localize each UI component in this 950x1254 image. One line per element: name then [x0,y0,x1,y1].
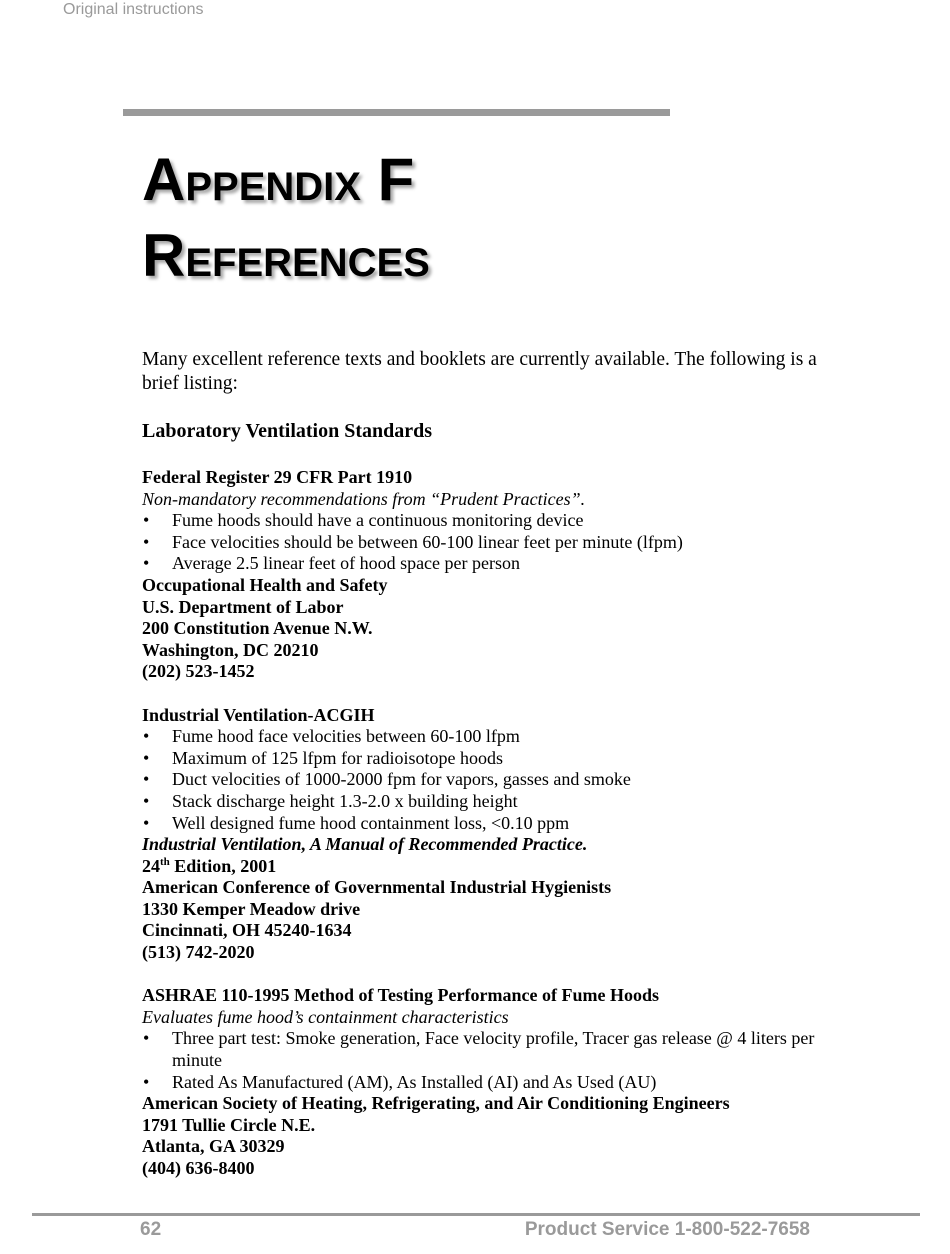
list-item: • Stack discharge height 1.3-2.0 x building height [142,791,822,813]
list-item: • Fume hood face velocities between 60-100 lfpm [142,726,822,748]
list-item: • Three part test: Smoke generation, Face velocity profile, Tracer gas release @ 4 liters per minute [142,1028,822,1071]
federal-bullets [142,510,822,575]
top-rule [123,109,670,116]
page-content [142,348,822,1180]
acgih-title: Industrial Ventilation-ACGIH [142,704,375,725]
federal-address-line: U.S. Department of Labor [142,596,344,617]
ashrae-address-line: Atlanta, GA 30329 [142,1136,285,1157]
ashrae-address-line: 1791 Tullie Circle N.E. [142,1114,316,1135]
acgih-edition [142,856,822,878]
list-item: • Fume hoods should have a continuous monitoring device [142,510,822,532]
acgih-address-line: American Conference of Governmental Industrial Hygienists [142,877,612,898]
page-number: 62 [140,1219,162,1240]
acgih-edition-suffix: th [160,855,170,868]
acgih-edition-number: 24 [142,855,160,876]
references-heading-rest: EFERENCES [185,241,430,285]
acgih-edition-text: Edition, 2001 [169,855,277,876]
list-item: • Average 2.5 linear feet of hood space per person [142,553,822,575]
acgih-phone: (513) 742-2020 [142,942,255,963]
list-item: • Maximum of 125 lfpm for radioisotope hoods [142,748,822,770]
acgih-bullets [142,726,822,834]
federal-address-line: Occupational Health and Safety [142,574,388,595]
footer-rule [32,1213,920,1216]
list-item: • Face velocities should be between 60-100 linear feet per minute (lfpm) [142,532,822,554]
list-item: • Well designed fume hood containment loss, <0.10 ppm [142,813,822,835]
section-title: Laboratory Ventilation Standards [142,420,433,442]
appendix-heading-letter: F [360,146,415,213]
federal-subtitle: Non-mandatory recommendations from “Prudent Practices”. [142,488,586,509]
product-service-phone: Product Service 1-800-522-7658 [524,1219,810,1240]
list-item: • Duct velocities of 1000-2000 fpm for vapors, gasses and smoke [142,769,822,791]
ashrae-address-line: American Society of Heating, Refrigerating, and Air Conditioning Engineers [142,1093,730,1114]
federal-address-line: 200 Constitution Avenue N.W. [142,618,373,639]
appendix-heading-rest: PPENDIX [185,165,361,209]
appendix-heading [142,146,415,213]
intro-paragraph: Many excellent reference texts and booklets are currently available. The following is a brief listing: [142,349,817,394]
ashrae-title: ASHRAE 110-1995 Method of Testing Performance of Fume Hoods [142,985,659,1006]
acgih-address-line: 1330 Kemper Meadow drive [142,898,361,919]
federal-address-line: Washington, DC 20210 [142,639,319,660]
references-heading [142,222,430,289]
federal-title: Federal Register 29 CFR Part 1910 [142,467,413,487]
ashrae-bullets [142,1028,822,1093]
watermark-text: Original instructions [63,1,204,18]
ashrae-subtitle: Evaluates fume hood’s containment characteristics [142,1006,509,1027]
acgih-book-title: Industrial Ventilation, A Manual of Recommended Practice. [142,834,588,855]
references-heading-cap: R [142,222,186,289]
acgih-address-line: Cincinnati, OH 45240-1634 [142,920,352,941]
list-item: • Rated As Manufactured (AM), As Installed (AI) and As Used (AU) [142,1072,822,1094]
federal-phone: (202) 523-1452 [142,661,255,682]
appendix-heading-cap: A [142,146,186,213]
ashrae-phone: (404) 636-8400 [142,1158,255,1178]
